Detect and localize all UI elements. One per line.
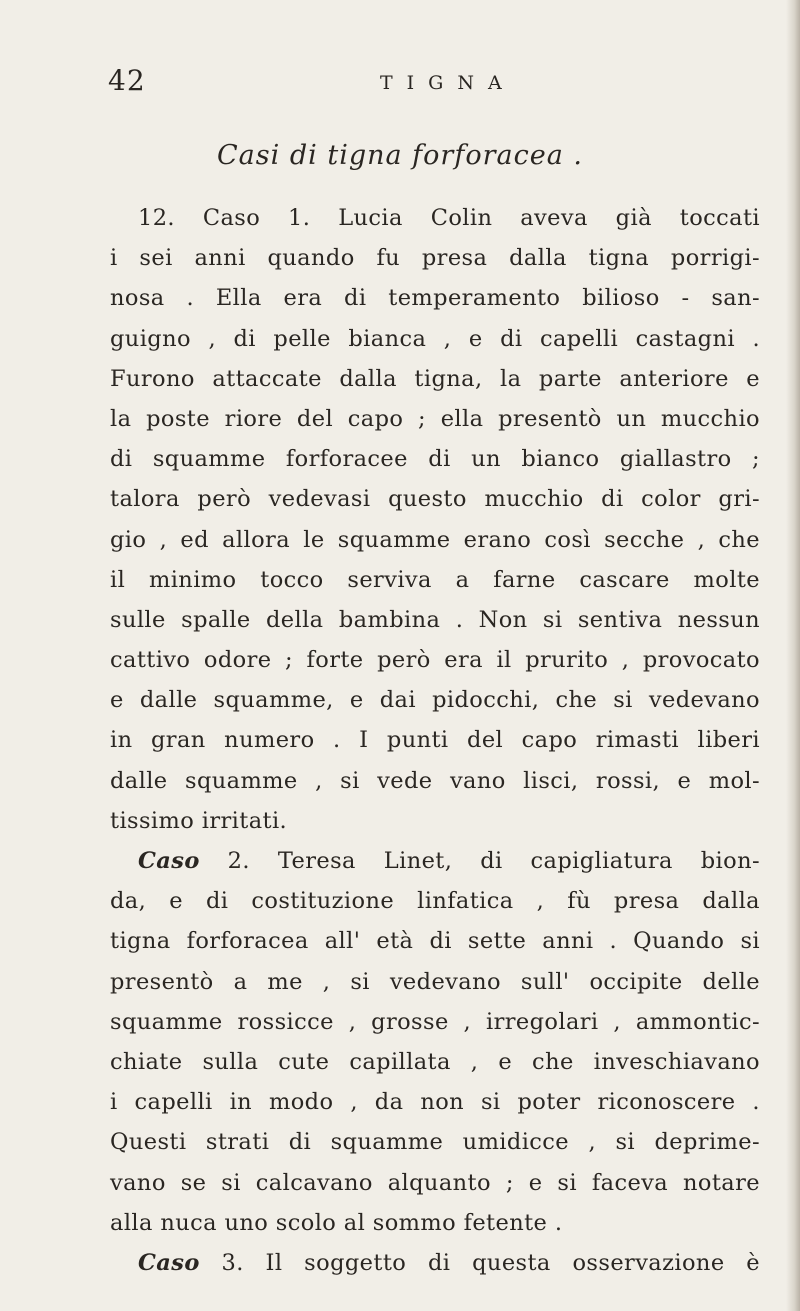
line-text: squamme rossicce , grosse , irregolari , ammontic- xyxy=(110,1008,760,1035)
line-text: presentò a me , si vedevano sull' occipite delle xyxy=(110,968,760,995)
text-line xyxy=(110,1243,760,1283)
text-line xyxy=(110,720,760,760)
text-line xyxy=(110,399,760,439)
line-text: 2. Teresa Linet, di capigliatura bion- xyxy=(199,848,760,874)
line-text: Furono attaccate dalla tigna, la parte anteriore e xyxy=(110,365,760,392)
running-title: TIGNA xyxy=(380,72,516,94)
text-line xyxy=(110,520,760,560)
line-text: 3. Il soggetto di questa osservazione è xyxy=(199,1249,760,1276)
line-text: di squamme forforacee di un bianco giallastro ; xyxy=(110,446,760,473)
text-line xyxy=(110,640,760,680)
text-line xyxy=(110,680,760,720)
text-line xyxy=(110,479,760,519)
text-line xyxy=(110,319,760,359)
text-line xyxy=(110,238,760,278)
case-label: Caso xyxy=(138,1249,200,1276)
text-line xyxy=(110,962,760,1002)
line-text: e dalle squamme, e dai pidocchi, che si vedevano xyxy=(110,687,760,714)
line-text: cattivo odore ; forte però era il prurito , provocato xyxy=(110,647,760,674)
line-text: chiate sulla cute capillata , e che inveschiavano xyxy=(110,1048,760,1075)
text-line xyxy=(110,278,760,318)
text-line xyxy=(110,921,760,961)
line-text: da, e di costituzione linfatica , fù presa dalla xyxy=(110,888,760,915)
line-text: il minimo tocco serviva a farne cascare molte xyxy=(110,566,760,593)
line-text: tigna forforacea all' età di sette anni . Quando si xyxy=(110,928,760,955)
text-line xyxy=(110,439,760,479)
line-text: i sei anni quando fu presa dalla tigna porrigi- xyxy=(110,245,760,272)
line-text: in gran numero . I punti del capo rimasti liberi xyxy=(110,727,760,754)
line-text: i capelli in modo , da non si poter riconoscere . xyxy=(110,1089,760,1116)
text-line xyxy=(110,600,760,640)
case-label: Caso xyxy=(138,848,200,874)
line-text: gio , ed allora le squamme erano così secche , che xyxy=(110,526,760,553)
text-line xyxy=(110,359,760,399)
text-line xyxy=(110,560,760,600)
line-text: alla nuca uno scolo al sommo fetente . xyxy=(110,1209,563,1236)
line-text: sulle spalle della bambina . Non si sentiva nessun xyxy=(110,606,760,633)
section-title: Casi di tigna forforacea . xyxy=(217,140,583,171)
line-text: nosa . Ella era di temperamento bilioso - san- xyxy=(110,285,760,312)
line-text: Questi strati di squamme umidicce , si deprime- xyxy=(110,1129,760,1156)
text-line xyxy=(110,1122,760,1162)
line-text: dalle squamme , si vede vano lisci, rossi, e mol- xyxy=(110,767,760,794)
running-head xyxy=(0,64,800,104)
line-text: talora però vedevasi questo mucchio di color gri- xyxy=(110,486,760,513)
text-line xyxy=(110,1002,760,1042)
line-text: 12. Caso 1. Lucia Colin aveva già toccati xyxy=(138,205,760,231)
text-line xyxy=(110,761,760,801)
line-text: vano se si calcavano alquanto ; e si faceva notare xyxy=(110,1169,760,1196)
text-line xyxy=(110,198,760,238)
text-line xyxy=(110,1042,760,1082)
line-text: guigno , di pelle bianca , e di capelli castagni . xyxy=(110,325,760,352)
line-text: la poste riore del capo ; ella presentò un mucchio xyxy=(110,405,760,432)
text-line xyxy=(110,881,760,921)
text-line xyxy=(110,1082,760,1122)
text-line xyxy=(110,801,760,841)
text-line xyxy=(110,1163,760,1203)
body-text xyxy=(110,198,760,1283)
page-number: 42 xyxy=(108,64,146,97)
text-line xyxy=(110,1203,760,1243)
text-line xyxy=(110,841,760,881)
line-text: tissimo irritati. xyxy=(110,807,288,834)
page-edge-shadow xyxy=(786,0,800,1311)
